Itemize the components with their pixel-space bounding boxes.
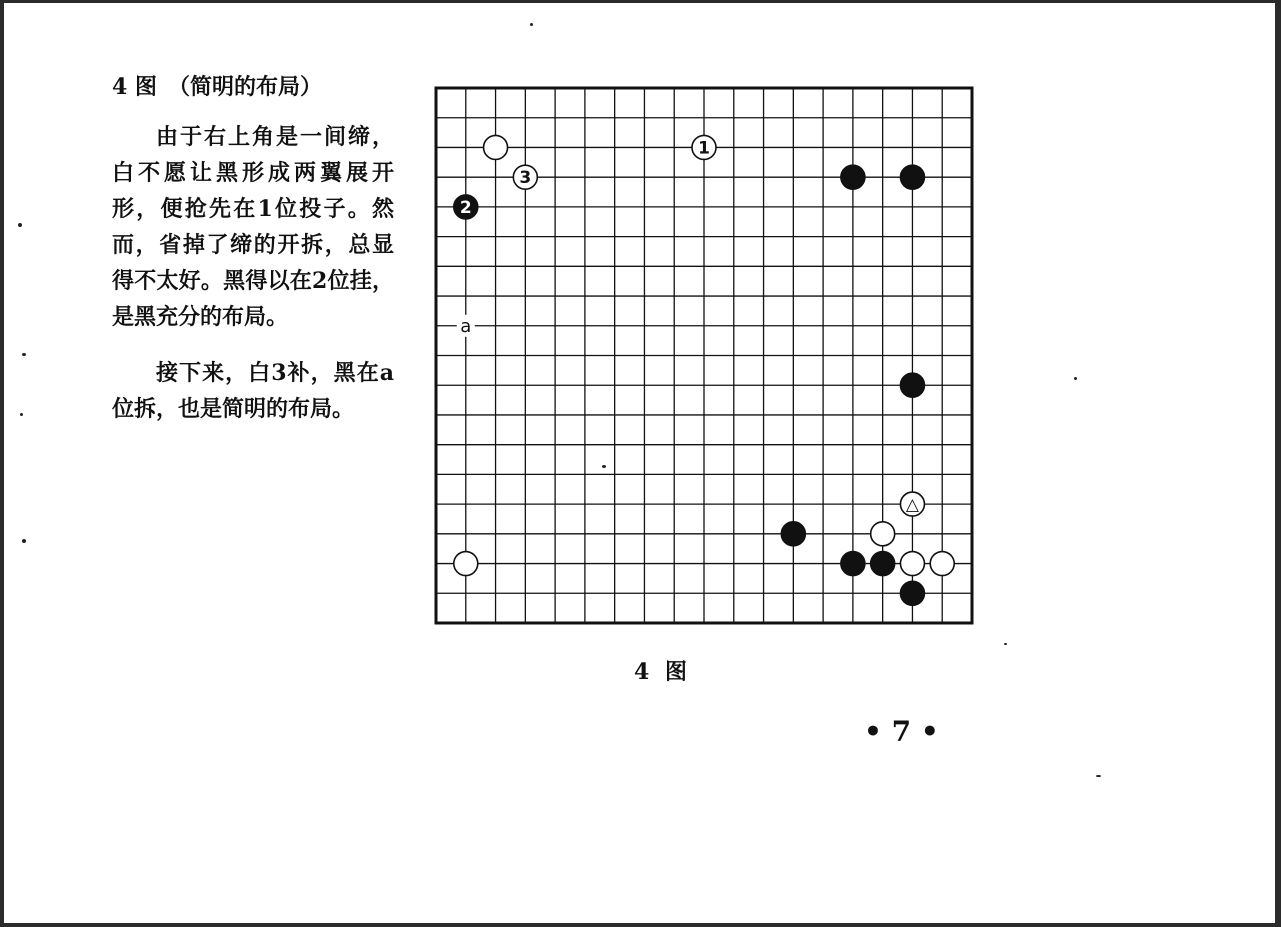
page-number: • 7 • — [864, 715, 939, 748]
black-stone — [900, 581, 924, 605]
white-stone — [900, 552, 924, 576]
print-speck — [530, 23, 533, 26]
white-stone — [454, 552, 478, 576]
stone-label: 1 — [698, 138, 710, 159]
print-speck — [22, 539, 26, 543]
stone-label: △ — [905, 495, 919, 516]
black-stone — [900, 373, 924, 397]
book-page — [4, 3, 1275, 923]
go-board — [432, 83, 980, 635]
white-stone — [484, 135, 508, 159]
print-speck — [22, 353, 26, 356]
figure-heading: 4 图 （简明的布局） — [112, 74, 322, 100]
black-stone — [841, 552, 865, 576]
print-speck — [1096, 775, 1101, 777]
black-stone — [871, 552, 895, 576]
print-speck — [602, 465, 606, 468]
paragraph-2: 接下来，白3补，黑在a位拆，也是简明的布局。 — [112, 360, 394, 422]
position-marker-a: a — [460, 315, 472, 337]
print-speck — [18, 223, 22, 227]
black-stone — [841, 165, 865, 189]
figure-caption: 4 图 — [634, 659, 691, 685]
paragraph-1: 由于右上角是一间缔，白不愿让黑形成两翼展开形，便抢先在1位投子。然而，省掉了缔的开拆，总显得不太好。黑得以在2位挂，是黑充分的布局。 — [112, 124, 394, 330]
print-speck — [20, 413, 23, 416]
print-speck — [1004, 643, 1007, 645]
stone-label: 3 — [519, 168, 532, 189]
white-stone — [930, 552, 954, 576]
stone-label: 2 — [459, 197, 472, 218]
text-column — [112, 69, 394, 427]
print-speck — [1074, 377, 1077, 380]
black-stone — [900, 165, 924, 189]
go-board-diagram — [432, 83, 980, 635]
black-stone — [781, 522, 805, 546]
white-stone — [871, 522, 895, 546]
